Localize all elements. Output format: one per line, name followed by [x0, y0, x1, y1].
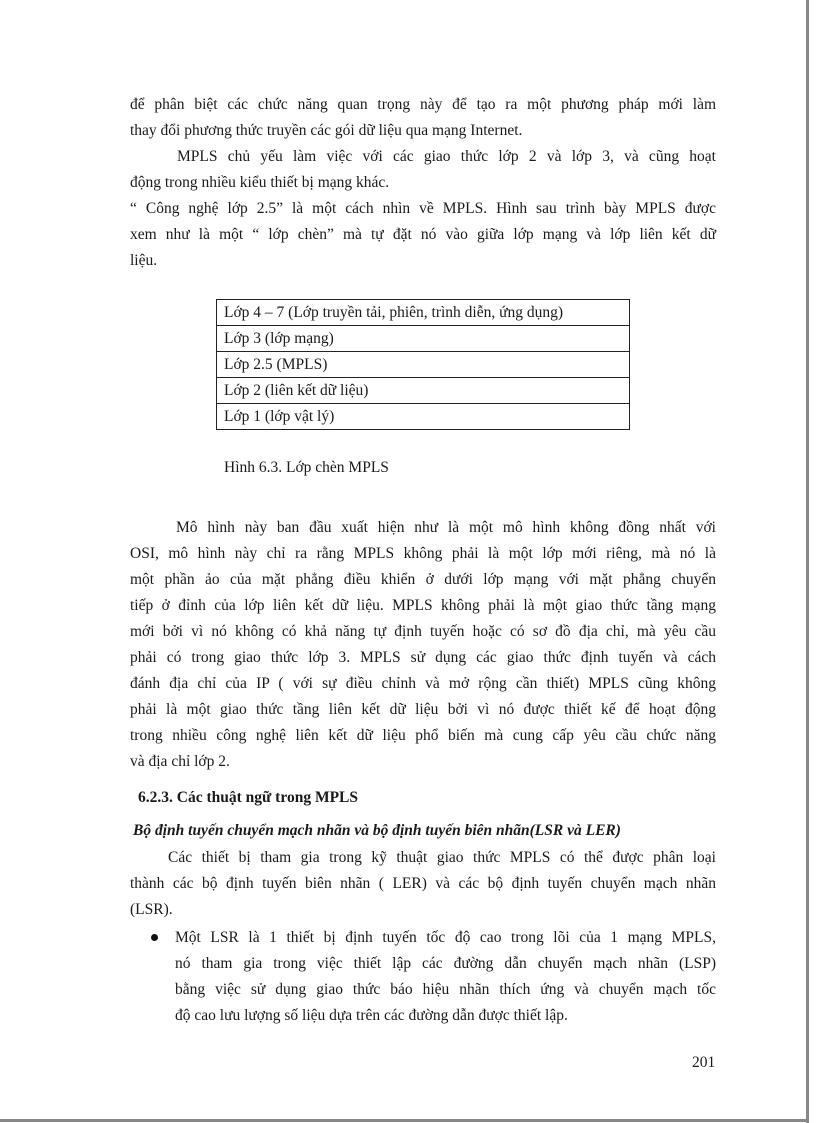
- bullet-icon: [151, 934, 158, 941]
- text-line: thành các bộ định tuyến biên nhãn ( LER) và các bộ định tuyến chuyển mạch nhãn: [130, 875, 716, 892]
- layer-cell: Lớp 4 – 7 (Lớp truyền tải, phiên, trình diễn, ứng dụng): [217, 300, 630, 326]
- layer-row: [217, 378, 630, 404]
- text-line: trong nhiều công nghệ liên kết dữ liệu phổ biến mà cung cấp yêu cầu chức năng: [130, 727, 716, 744]
- text-line: động trong nhiều kiểu thiết bị mạng khác.: [130, 174, 390, 191]
- text-line: Các thiết bị tham gia trong kỹ thuật giao thức MPLS có thể được phân loại: [168, 849, 716, 866]
- layer-cell: Lớp 2.5 (MPLS): [217, 352, 630, 378]
- mpls-layer-figure: [216, 299, 630, 430]
- layer-cell: Lớp 3 (lớp mạng): [217, 326, 630, 352]
- text-line: (LSR).: [130, 901, 173, 918]
- layer-cell: Lớp 2 (liên kết dữ liệu): [217, 378, 630, 404]
- text-line: “ Công nghệ lớp 2.5” là một cách nhìn về MPLS. Hình sau trình bày MPLS được: [130, 200, 716, 217]
- figure-caption: Hình 6.3. Lớp chèn MPLS: [224, 459, 389, 476]
- layer25-paragraph: [130, 196, 716, 274]
- text-line: phải là một giao thức tầng liên kết dữ liệu bởi vì nó được thiết kế để hoạt động: [130, 701, 716, 718]
- text-line: nó tham gia trong việc thiết lập các đường dẫn chuyển mạch nhãn (LSP): [175, 955, 716, 972]
- page-shadow-bottom: [0, 1119, 809, 1122]
- model-paragraph: [130, 515, 716, 775]
- text-line: phải có trong giao thức lớp 3. MPLS sử dụng các giao thức định tuyến và cách: [130, 649, 716, 666]
- text-line: liệu.: [130, 252, 158, 269]
- text-line: Một LSR là 1 thiết bị định tuyến tốc độ cao trong lõi của 1 mạng MPLS,: [175, 929, 716, 946]
- layer-cell: Lớp 1 (lớp vật lý): [217, 404, 630, 430]
- text-line: Mô hình này ban đầu xuất hiện như là một mô hình không đồng nhất với: [176, 519, 716, 536]
- text-line: MPLS chủ yếu làm việc với các giao thức lớp 2 và lớp 3, và cũng hoạt: [177, 148, 716, 165]
- section-subheading: Bộ định tuyến chuyển mạch nhãn và bộ định tuyến biên nhãn(LSR và LER): [133, 822, 621, 839]
- text-line: đánh địa chỉ của IP ( với sự điều chỉnh và mở rộng cần thiết) MPLS cũng không: [130, 675, 716, 692]
- text-line: độ cao lưu lượng số liệu dựa trên các đường dẫn được thiết lập.: [175, 1007, 568, 1024]
- text-line: để phân biệt các chức năng quan trọng này để tạo ra một phương pháp mới làm: [130, 96, 716, 113]
- text-line: và địa chỉ lớp 2.: [130, 753, 230, 770]
- layers-paragraph: [130, 144, 716, 196]
- layer-row: [217, 300, 630, 326]
- text-line: mới bởi vì nó không có khả năng tự định tuyến hoặc có sơ đồ địa chỉ, mà yêu cầu: [130, 623, 716, 640]
- text-line: tiếp ở đỉnh của lớp liên kết dữ liệu. MPLS không phải là một giao thức tầng mạng: [130, 597, 716, 614]
- lsr-bullet-item: [175, 925, 716, 1029]
- page-shadow-right: [806, 0, 809, 1123]
- text-line: thay đổi phương thức truyền các gói dữ liệu qua mạng Internet.: [130, 122, 523, 139]
- section-heading: 6.2.3. Các thuật ngữ trong MPLS: [138, 789, 358, 806]
- text-line: xem như là một “ lớp chèn” mà tự đặt nó vào giữa lớp mạng và lớp liên kết dữ: [130, 226, 716, 243]
- text-line: OSI, mô hình này chỉ ra rằng MPLS không phải là một lớp mới riêng, mà nó là: [130, 545, 716, 562]
- page-number: 201: [692, 1054, 716, 1071]
- text-line: bằng việc sử dụng giao thức báo hiệu nhãn thích ứng và chuyển mạch tốc: [175, 981, 716, 998]
- layer-row: [217, 352, 630, 378]
- intro-paragraph: [130, 92, 716, 144]
- text-line: một phần ảo của mặt phẳng điều khiển ở dưới lớp mạng với mặt phẳng chuyển: [130, 571, 716, 588]
- layer-row: [217, 404, 630, 430]
- devices-paragraph: [130, 845, 716, 923]
- layer-row: [217, 326, 630, 352]
